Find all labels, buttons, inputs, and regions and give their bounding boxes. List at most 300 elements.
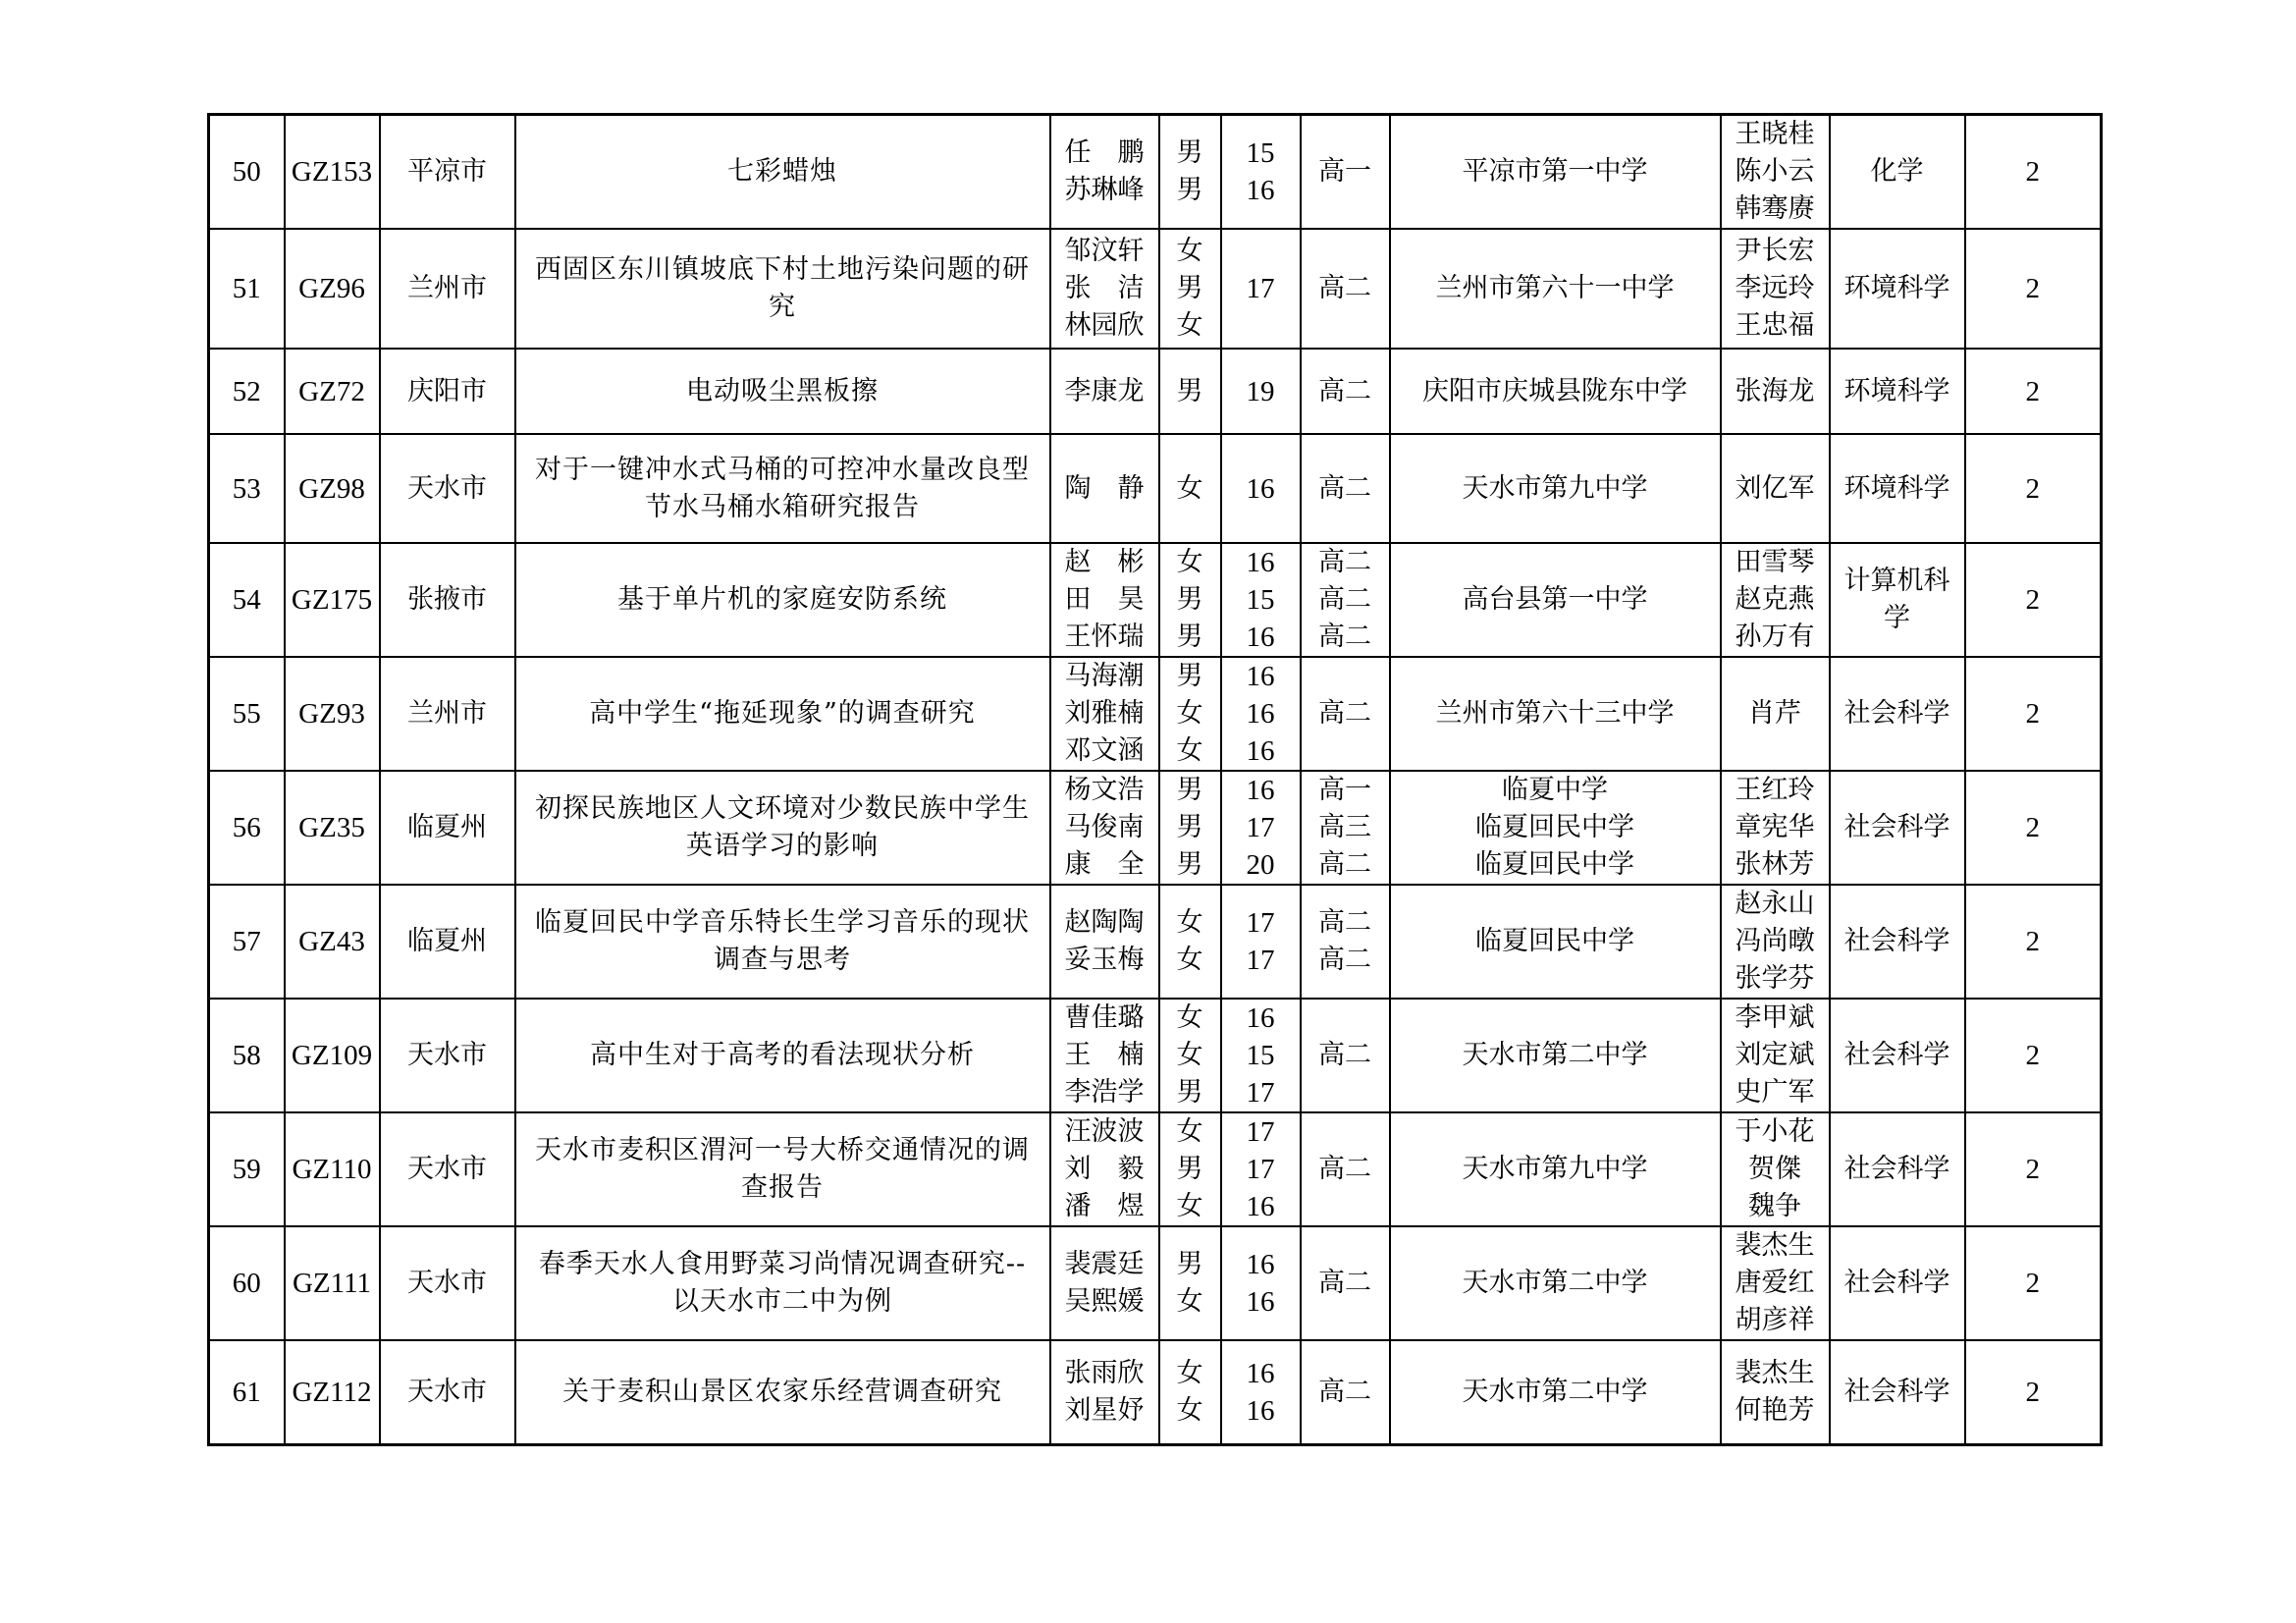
grades-line: 高一 <box>1318 775 1371 805</box>
genders-line: 男 <box>1176 584 1203 615</box>
school-line: 临夏回民中学 <box>1475 849 1634 880</box>
teachers-line: 赵永山 <box>1735 889 1815 919</box>
genders-line: 女 <box>1176 1116 1203 1147</box>
subject-cell <box>1830 1226 1965 1340</box>
count-cell: 2 <box>1965 1340 2102 1444</box>
ages-line: 17 <box>1246 812 1275 843</box>
students-cell <box>1050 1112 1159 1226</box>
project-code: GZ72 <box>285 349 380 434</box>
ages-cell <box>1221 771 1301 885</box>
project-code: GZ153 <box>285 115 380 230</box>
teachers-line: 裴杰生 <box>1735 1230 1815 1261</box>
count-cell: 2 <box>1965 115 2102 230</box>
project-code: GZ43 <box>285 885 380 999</box>
school-line: 临夏回民中学 <box>1475 926 1634 956</box>
ages-line: 16 <box>1246 775 1275 806</box>
students-line: 杨文浩 <box>1064 775 1145 805</box>
genders-line: 女 <box>1176 1191 1203 1221</box>
project-title: 初探民族地区人文环境对少数民族中学生英语学习的影响 <box>515 771 1050 885</box>
teachers-cell <box>1721 349 1830 434</box>
project-code: GZ112 <box>285 1340 380 1444</box>
students-line: 刘 毅 <box>1064 1154 1145 1184</box>
students-line: 妥玉梅 <box>1064 945 1145 975</box>
genders-line: 女 <box>1176 907 1203 938</box>
subject-line: 计算机科 <box>1843 566 1950 596</box>
count-cell: 2 <box>1965 543 2102 657</box>
ages-cell <box>1221 1112 1301 1226</box>
subject-cell <box>1830 349 1965 434</box>
row-number: 51 <box>209 229 285 349</box>
school-line: 天水市第二中学 <box>1462 1268 1648 1298</box>
teachers-line: 韩骞赓 <box>1735 193 1815 224</box>
count-cell: 2 <box>1965 229 2102 349</box>
genders-line: 女 <box>1176 698 1203 729</box>
students-line: 苏琳峰 <box>1064 175 1145 205</box>
ages-line: 16 <box>1246 175 1275 206</box>
city-cell: 天水市 <box>380 1112 515 1226</box>
subject-cell <box>1830 1340 1965 1444</box>
grades-line: 高二 <box>1318 584 1371 615</box>
students-line: 任 鹏 <box>1064 137 1145 168</box>
genders-cell <box>1159 771 1221 885</box>
count-cell: 2 <box>1965 434 2102 543</box>
school-line: 兰州市第六十三中学 <box>1435 698 1675 729</box>
ages-line: 16 <box>1246 622 1275 653</box>
subject-cell <box>1830 115 1965 230</box>
row-number: 59 <box>209 1112 285 1226</box>
row-number: 58 <box>209 999 285 1112</box>
teachers-line: 刘定斌 <box>1735 1040 1815 1070</box>
genders-line: 男 <box>1176 1154 1203 1184</box>
school-cell <box>1390 657 1721 771</box>
ages-line: 16 <box>1246 661 1275 692</box>
teachers-line: 贺傑 <box>1748 1154 1801 1184</box>
grades-cell <box>1301 229 1390 349</box>
ages-line: 20 <box>1246 849 1275 881</box>
students-cell <box>1050 657 1159 771</box>
ages-line: 15 <box>1246 584 1275 616</box>
genders-line: 女 <box>1176 945 1203 975</box>
row-number: 61 <box>209 1340 285 1444</box>
count-cell: 2 <box>1965 657 2102 771</box>
teachers-line: 田雪琴 <box>1735 547 1815 577</box>
table-row <box>209 229 2102 349</box>
genders-cell <box>1159 434 1221 543</box>
grades-cell <box>1301 771 1390 885</box>
count-cell: 2 <box>1965 349 2102 434</box>
city-cell: 临夏州 <box>380 771 515 885</box>
teachers-cell <box>1721 543 1830 657</box>
ages-line: 16 <box>1246 1357 1275 1389</box>
ages-line: 16 <box>1246 1249 1275 1280</box>
ages-line: 17 <box>1246 1077 1275 1109</box>
subject-cell <box>1830 999 1965 1112</box>
subject-cell <box>1830 771 1965 885</box>
students-line: 王怀瑞 <box>1064 622 1145 652</box>
teachers-cell <box>1721 999 1830 1112</box>
students-cell <box>1050 771 1159 885</box>
genders-line: 女 <box>1176 310 1203 341</box>
project-code: GZ109 <box>285 999 380 1112</box>
teachers-line: 赵克燕 <box>1735 584 1815 615</box>
ages-line: 16 <box>1246 472 1275 505</box>
genders-line: 男 <box>1176 175 1203 205</box>
subject-line: 社会科学 <box>1843 926 1950 956</box>
school-cell <box>1390 771 1721 885</box>
teachers-line: 裴杰生 <box>1735 1357 1815 1388</box>
teachers-line: 刘亿军 <box>1735 472 1815 504</box>
ages-cell <box>1221 229 1301 349</box>
grades-line: 高二 <box>1318 849 1371 880</box>
teachers-line: 胡彦祥 <box>1735 1305 1815 1335</box>
city-cell: 临夏州 <box>380 885 515 999</box>
genders-cell <box>1159 115 1221 230</box>
teachers-line: 于小花 <box>1735 1116 1815 1147</box>
students-line: 裴震廷 <box>1064 1249 1145 1279</box>
students-line: 李浩学 <box>1064 1077 1145 1108</box>
school-cell <box>1390 999 1721 1112</box>
subject-cell <box>1830 885 1965 999</box>
subject-line: 社会科学 <box>1843 1040 1950 1070</box>
grades-line: 高二 <box>1318 1376 1371 1407</box>
ages-line: 16 <box>1246 1191 1275 1222</box>
teachers-cell <box>1721 115 1830 230</box>
subject-line: 环境科学 <box>1843 375 1950 406</box>
project-title: 基于单片机的家庭安防系统 <box>515 543 1050 657</box>
row-number: 56 <box>209 771 285 885</box>
project-code: GZ35 <box>285 771 380 885</box>
genders-line: 男 <box>1176 273 1203 303</box>
teachers-line: 张海龙 <box>1735 375 1815 406</box>
grades-cell <box>1301 434 1390 543</box>
genders-line: 女 <box>1176 236 1203 266</box>
table-row <box>209 1340 2102 1444</box>
row-number: 55 <box>209 657 285 771</box>
count-cell: 2 <box>1965 771 2102 885</box>
table-row <box>209 999 2102 1112</box>
row-number: 52 <box>209 349 285 434</box>
ages-line: 16 <box>1246 1002 1275 1034</box>
grades-line: 高二 <box>1318 547 1371 577</box>
school-cell <box>1390 885 1721 999</box>
grades-line: 高二 <box>1318 622 1371 652</box>
table-body <box>209 115 2102 1445</box>
count-cell: 2 <box>1965 999 2102 1112</box>
students-line: 汪波波 <box>1064 1116 1145 1147</box>
genders-cell <box>1159 1226 1221 1340</box>
subject-line: 社会科学 <box>1843 1268 1950 1298</box>
ages-cell <box>1221 349 1301 434</box>
school-line: 平凉市第一中学 <box>1462 156 1648 187</box>
subject-line: 环境科学 <box>1843 472 1950 504</box>
teachers-line: 陈小云 <box>1735 156 1815 187</box>
students-line: 刘雅楠 <box>1064 698 1145 729</box>
students-line: 吴熙媛 <box>1064 1286 1145 1317</box>
school-cell <box>1390 349 1721 434</box>
subject-line: 社会科学 <box>1843 1154 1950 1184</box>
ages-line: 17 <box>1246 1116 1275 1148</box>
genders-line: 男 <box>1176 661 1203 691</box>
project-title: 天水市麦积区渭河一号大桥交通情况的调查报告 <box>515 1112 1050 1226</box>
students-cell <box>1050 434 1159 543</box>
ages-cell <box>1221 115 1301 230</box>
teachers-line: 冯尚暾 <box>1735 926 1815 956</box>
count-cell: 2 <box>1965 1226 2102 1340</box>
school-line: 天水市第二中学 <box>1462 1040 1648 1070</box>
grades-cell <box>1301 115 1390 230</box>
grades-cell <box>1301 999 1390 1112</box>
project-code: GZ110 <box>285 1112 380 1226</box>
city-cell: 天水市 <box>380 1226 515 1340</box>
ages-line: 16 <box>1246 698 1275 730</box>
students-line: 马俊南 <box>1064 812 1145 842</box>
subject-line: 社会科学 <box>1843 698 1950 729</box>
city-cell: 兰州市 <box>380 229 515 349</box>
teachers-line: 何艳芳 <box>1735 1394 1815 1426</box>
teachers-line: 孙万有 <box>1735 622 1815 652</box>
grades-line: 高二 <box>1318 1268 1371 1298</box>
subject-cell <box>1830 543 1965 657</box>
genders-line: 男 <box>1176 775 1203 805</box>
teachers-cell <box>1721 885 1830 999</box>
project-code: GZ93 <box>285 657 380 771</box>
city-cell: 天水市 <box>380 434 515 543</box>
project-title: 春季天水人食用野菜习尚情况调查研究--以天水市二中为例 <box>515 1226 1050 1340</box>
students-cell <box>1050 885 1159 999</box>
genders-cell <box>1159 885 1221 999</box>
project-title: 对于一键冲水式马桶的可控冲水量改良型节水马桶水箱研究报告 <box>515 434 1050 543</box>
project-title: 西固区东川镇坡底下村土地污染问题的研究 <box>515 229 1050 349</box>
city-cell: 天水市 <box>380 1340 515 1444</box>
genders-line: 女 <box>1176 1357 1203 1388</box>
ages-line: 15 <box>1246 137 1275 169</box>
ages-cell <box>1221 434 1301 543</box>
teachers-line: 李远玲 <box>1735 273 1815 303</box>
ages-line: 17 <box>1246 1154 1275 1185</box>
teachers-line: 张林芳 <box>1735 849 1815 880</box>
school-cell <box>1390 543 1721 657</box>
ages-line: 17 <box>1246 907 1275 939</box>
grades-line: 高二 <box>1318 698 1371 729</box>
school-cell <box>1390 115 1721 230</box>
ages-cell <box>1221 885 1301 999</box>
teachers-cell <box>1721 657 1830 771</box>
subject-cell <box>1830 229 1965 349</box>
table-row <box>209 885 2102 999</box>
school-line: 天水市第九中学 <box>1462 1154 1648 1184</box>
project-code: GZ98 <box>285 434 380 543</box>
grades-cell <box>1301 543 1390 657</box>
teachers-cell <box>1721 1112 1830 1226</box>
grades-line: 高二 <box>1318 1154 1371 1184</box>
students-cell <box>1050 999 1159 1112</box>
students-cell <box>1050 1340 1159 1444</box>
table-row <box>209 1226 2102 1340</box>
grades-cell <box>1301 349 1390 434</box>
project-title: 高中生对于高考的看法现状分析 <box>515 999 1050 1112</box>
genders-line: 男 <box>1176 849 1203 880</box>
project-title: 关于麦积山景区农家乐经营调查研究 <box>515 1340 1050 1444</box>
row-number: 60 <box>209 1226 285 1340</box>
genders-line: 男 <box>1176 1249 1203 1279</box>
genders-line: 男 <box>1176 137 1203 168</box>
city-cell: 庆阳市 <box>380 349 515 434</box>
teachers-cell <box>1721 229 1830 349</box>
subject-line: 化学 <box>1870 156 1924 187</box>
school-line: 高台县第一中学 <box>1462 584 1648 615</box>
students-cell <box>1050 1226 1159 1340</box>
subject-line: 环境科学 <box>1843 273 1950 303</box>
ages-cell <box>1221 543 1301 657</box>
city-cell: 张掖市 <box>380 543 515 657</box>
teachers-line: 唐爱红 <box>1735 1268 1815 1298</box>
table-row <box>209 349 2102 434</box>
ages-cell <box>1221 657 1301 771</box>
genders-cell <box>1159 543 1221 657</box>
students-cell <box>1050 115 1159 230</box>
students-cell <box>1050 543 1159 657</box>
project-code: GZ175 <box>285 543 380 657</box>
genders-cell <box>1159 1340 1221 1444</box>
students-line: 潘 煜 <box>1064 1191 1145 1221</box>
teachers-line: 尹长宏 <box>1735 236 1815 266</box>
school-cell <box>1390 1226 1721 1340</box>
project-code: GZ96 <box>285 229 380 349</box>
grades-line: 高二 <box>1318 273 1371 303</box>
genders-line: 女 <box>1176 1040 1203 1070</box>
genders-line: 女 <box>1176 547 1203 577</box>
subject-cell <box>1830 657 1965 771</box>
ages-line: 16 <box>1246 1394 1275 1427</box>
students-line: 邹汶轩 <box>1064 236 1145 266</box>
students-line: 赵 彬 <box>1064 547 1145 577</box>
project-title: 高中学生“拖延现象”的调查研究 <box>515 657 1050 771</box>
teachers-line: 肖芹 <box>1748 698 1801 729</box>
students-cell <box>1050 229 1159 349</box>
genders-cell <box>1159 349 1221 434</box>
city-cell: 平凉市 <box>380 115 515 230</box>
project-title: 电动吸尘黑板擦 <box>515 349 1050 434</box>
teachers-cell <box>1721 771 1830 885</box>
city-cell: 天水市 <box>380 999 515 1112</box>
students-line: 康 全 <box>1064 849 1145 880</box>
teachers-line: 王红玲 <box>1735 775 1815 805</box>
table-row <box>209 1112 2102 1226</box>
teachers-line: 魏争 <box>1748 1191 1801 1221</box>
grades-line: 高二 <box>1318 907 1371 938</box>
genders-line: 女 <box>1176 1286 1203 1317</box>
grades-line: 高二 <box>1318 472 1371 504</box>
genders-cell <box>1159 229 1221 349</box>
genders-cell <box>1159 1112 1221 1226</box>
ages-cell <box>1221 1340 1301 1444</box>
row-number: 53 <box>209 434 285 543</box>
count-cell: 2 <box>1965 885 2102 999</box>
students-line: 刘星妤 <box>1064 1394 1145 1426</box>
school-line: 庆阳市庆城县陇东中学 <box>1422 375 1687 406</box>
project-title: 临夏回民中学音乐特长生学习音乐的现状调查与思考 <box>515 885 1050 999</box>
table-row <box>209 115 2102 230</box>
genders-line: 男 <box>1176 622 1203 652</box>
school-line: 临夏中学 <box>1502 775 1608 805</box>
students-line: 张 洁 <box>1064 273 1145 303</box>
school-cell <box>1390 1112 1721 1226</box>
genders-line: 女 <box>1176 1002 1203 1033</box>
teachers-line: 史广军 <box>1735 1077 1815 1108</box>
genders-cell <box>1159 657 1221 771</box>
ages-line: 16 <box>1246 1286 1275 1318</box>
teachers-line: 章宪华 <box>1735 812 1815 842</box>
grades-cell <box>1301 885 1390 999</box>
grades-line: 高二 <box>1318 375 1371 406</box>
grades-cell <box>1301 1112 1390 1226</box>
city-cell: 兰州市 <box>380 657 515 771</box>
students-line: 田 昊 <box>1064 584 1145 615</box>
teachers-cell <box>1721 434 1830 543</box>
school-line: 天水市第九中学 <box>1462 472 1648 504</box>
grades-line: 高三 <box>1318 812 1371 842</box>
row-number: 54 <box>209 543 285 657</box>
genders-line: 女 <box>1176 1394 1203 1426</box>
school-line: 兰州市第六十一中学 <box>1435 273 1675 303</box>
ages-line: 17 <box>1246 945 1275 976</box>
students-cell <box>1050 349 1159 434</box>
students-line: 曹佳璐 <box>1064 1002 1145 1033</box>
subject-cell <box>1830 434 1965 543</box>
students-line: 张雨欣 <box>1064 1357 1145 1388</box>
students-line: 林园欣 <box>1064 310 1145 341</box>
school-cell <box>1390 434 1721 543</box>
grades-cell <box>1301 1226 1390 1340</box>
ages-line: 17 <box>1246 273 1275 304</box>
table-row <box>209 771 2102 885</box>
teachers-cell <box>1721 1340 1830 1444</box>
grades-line: 高二 <box>1318 945 1371 975</box>
genders-line: 男 <box>1176 1077 1203 1108</box>
ages-line: 15 <box>1246 1040 1275 1071</box>
table-row <box>209 657 2102 771</box>
subject-line: 社会科学 <box>1843 812 1950 842</box>
grades-line: 高一 <box>1318 156 1371 187</box>
students-line: 陶 静 <box>1064 472 1145 504</box>
project-code: GZ111 <box>285 1226 380 1340</box>
table-row <box>209 434 2102 543</box>
subject-cell <box>1830 1112 1965 1226</box>
students-line: 王 楠 <box>1064 1040 1145 1070</box>
subject-line: 社会科学 <box>1843 1376 1950 1407</box>
subject-line: 学 <box>1884 603 1910 633</box>
grades-cell <box>1301 1340 1390 1444</box>
count-cell: 2 <box>1965 1112 2102 1226</box>
genders-line: 男 <box>1176 812 1203 842</box>
students-line: 马海潮 <box>1064 661 1145 691</box>
genders-line: 女 <box>1176 472 1203 504</box>
project-table <box>207 113 2103 1446</box>
grades-line: 高二 <box>1318 1040 1371 1070</box>
teachers-line: 王忠福 <box>1735 310 1815 341</box>
students-line: 李康龙 <box>1064 375 1145 406</box>
project-title: 七彩蜡烛 <box>515 115 1050 230</box>
ages-line: 16 <box>1246 547 1275 578</box>
students-line: 邓文涵 <box>1064 735 1145 766</box>
school-cell <box>1390 1340 1721 1444</box>
teachers-cell <box>1721 1226 1830 1340</box>
school-line: 临夏回民中学 <box>1475 812 1634 842</box>
genders-line: 男 <box>1176 375 1203 406</box>
ages-line: 16 <box>1246 735 1275 767</box>
row-number: 57 <box>209 885 285 999</box>
students-line: 赵陶陶 <box>1064 907 1145 938</box>
